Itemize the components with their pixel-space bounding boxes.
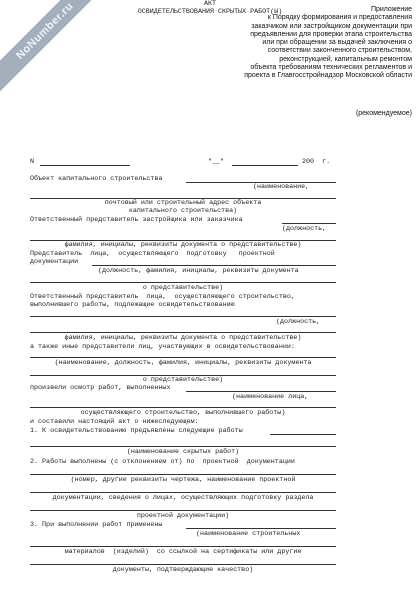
- item-3-hint-3: документы, подтверждающие качество): [112, 566, 254, 574]
- designer-rep-line2: документации: [30, 258, 79, 266]
- builder-rep-field[interactable]: [30, 316, 336, 317]
- watermark-ribbon: NoNumber.ru: [0, 0, 106, 92]
- act-subtitle: ОСВИДЕТЕЛЬСТВОВАНИЯ СКРЫТЫХ РАБОТ(Ы): [137, 8, 283, 16]
- fio-hint: фамилия, инициалы, реквизиты документа о представительстве): [64, 241, 302, 249]
- appendix-line: Приложение: [370, 6, 412, 13]
- designer-rep-line1: Представитель лица, осуществляющего подготовку проектной: [30, 250, 275, 258]
- appendix-line: соответствии законченного строительством,: [267, 47, 412, 55]
- designer-hint-2: о представительстве): [142, 284, 224, 292]
- appendix-line: или при обращении за выдачей заключения о: [262, 39, 412, 47]
- position-hint-b: (должность,: [276, 318, 321, 326]
- others-hint: (наименование, должность, фамилия, инициалы, реквизиты документа: [54, 359, 312, 367]
- appendix-line: проекта в Главгосстройнадзор Московской области: [244, 72, 412, 80]
- item-3-hint: (наименование строительных: [196, 530, 301, 538]
- builder-rep-line2: выполнившего работы, подлежащие освидетельствованию: [30, 301, 235, 309]
- item-2-field-2[interactable]: [30, 492, 336, 493]
- others-hint-2: о представительстве): [142, 376, 224, 384]
- inspected-hint: (наименование лица,: [232, 393, 309, 401]
- postal-hint-2: капитального строительства): [128, 207, 238, 215]
- date-year: 200 г.: [302, 158, 331, 166]
- item-2-field-3[interactable]: [30, 510, 336, 511]
- item-2-field[interactable]: [30, 474, 336, 475]
- customer-rep-label: Ответственный представитель застройщика или заказчика: [30, 216, 243, 224]
- appendix-line: к Порядку формирования и предоставления: [267, 14, 412, 22]
- item-3-hint-2: материалов (изделий) со ссылкой на сертификаты или другие: [64, 548, 302, 556]
- recommended-note: (рекомендуемое): [355, 110, 412, 117]
- act-number-field[interactable]: [40, 165, 130, 166]
- item-1-label: 1. К освидетельствованию предъявлены следующие работы: [30, 427, 243, 435]
- builder-rep-line1: Ответственный представитель лица, осуществляющего строительство,: [30, 293, 295, 301]
- item-2-label: 2. Работы выполнены (с отклонением от) по проектной документации: [30, 458, 295, 466]
- fio-hint-b: фамилия, инициалы, реквизиты документа о представительстве): [64, 334, 302, 342]
- designer-rep-field-2[interactable]: [30, 282, 336, 283]
- inspected-label: произвели осмотр работ, выполненных: [30, 384, 171, 392]
- drawn-up-label: и составили настоящий акт о нижеследующем:: [30, 418, 199, 426]
- item-3-field[interactable]: [186, 528, 336, 529]
- date-day: "__": [208, 158, 225, 166]
- postal-hint: почтовый или строительный адрес объекта: [104, 199, 262, 207]
- item-1-hint: (наименование скрытых работ): [126, 448, 240, 456]
- item-2-hint-3: проектной документации): [136, 512, 230, 520]
- item-3-field-3[interactable]: [30, 564, 336, 565]
- builder-hint: осуществляющего строительство, выполнившего работы): [80, 409, 286, 417]
- object-label: Объект капитального строительства: [30, 175, 163, 183]
- date-month-field[interactable]: [232, 165, 298, 166]
- item-3-field-2[interactable]: [30, 546, 336, 547]
- others-field[interactable]: [30, 357, 336, 358]
- builder-rep-field-2[interactable]: [30, 332, 336, 333]
- item-2-hint: (номер, другие реквизиты чертежа, наименование проектной: [70, 476, 296, 484]
- position-hint: (должность,: [282, 225, 327, 233]
- item-1-field-2[interactable]: [30, 446, 336, 447]
- designer-hint: (должность, фамилия, инициалы, реквизиты документа: [98, 267, 299, 275]
- appendix-line: заказчиком или застройщиком документации при: [251, 22, 412, 30]
- item-2-hint-2: документации, сведения о лицах, осуществляющих подготовку раздела: [52, 494, 314, 502]
- name-hint: (наименование,: [253, 183, 310, 191]
- designer-rep-field[interactable]: [92, 265, 336, 266]
- customer-rep-field[interactable]: [282, 223, 336, 224]
- appendix-line: предъявлении для проверки этапа строительства: [250, 30, 412, 38]
- item-3-label: 3. При выполнении работ применены: [30, 521, 163, 529]
- appendix-line: реконструкцией, капитальным ремонтом: [279, 55, 412, 63]
- act-title: АКТ: [203, 0, 217, 8]
- appendix-line: объекта требованиям технических регламентов и: [250, 64, 412, 72]
- item-1-field[interactable]: [270, 434, 336, 435]
- inspected-field[interactable]: [186, 391, 336, 392]
- others-label: а также иные представители лиц, участвующих в освидетельствовании:: [30, 343, 295, 351]
- act-number-label: N: [30, 158, 35, 166]
- appendix-header: [172, 6, 412, 81]
- inspected-field-2[interactable]: [30, 407, 336, 408]
